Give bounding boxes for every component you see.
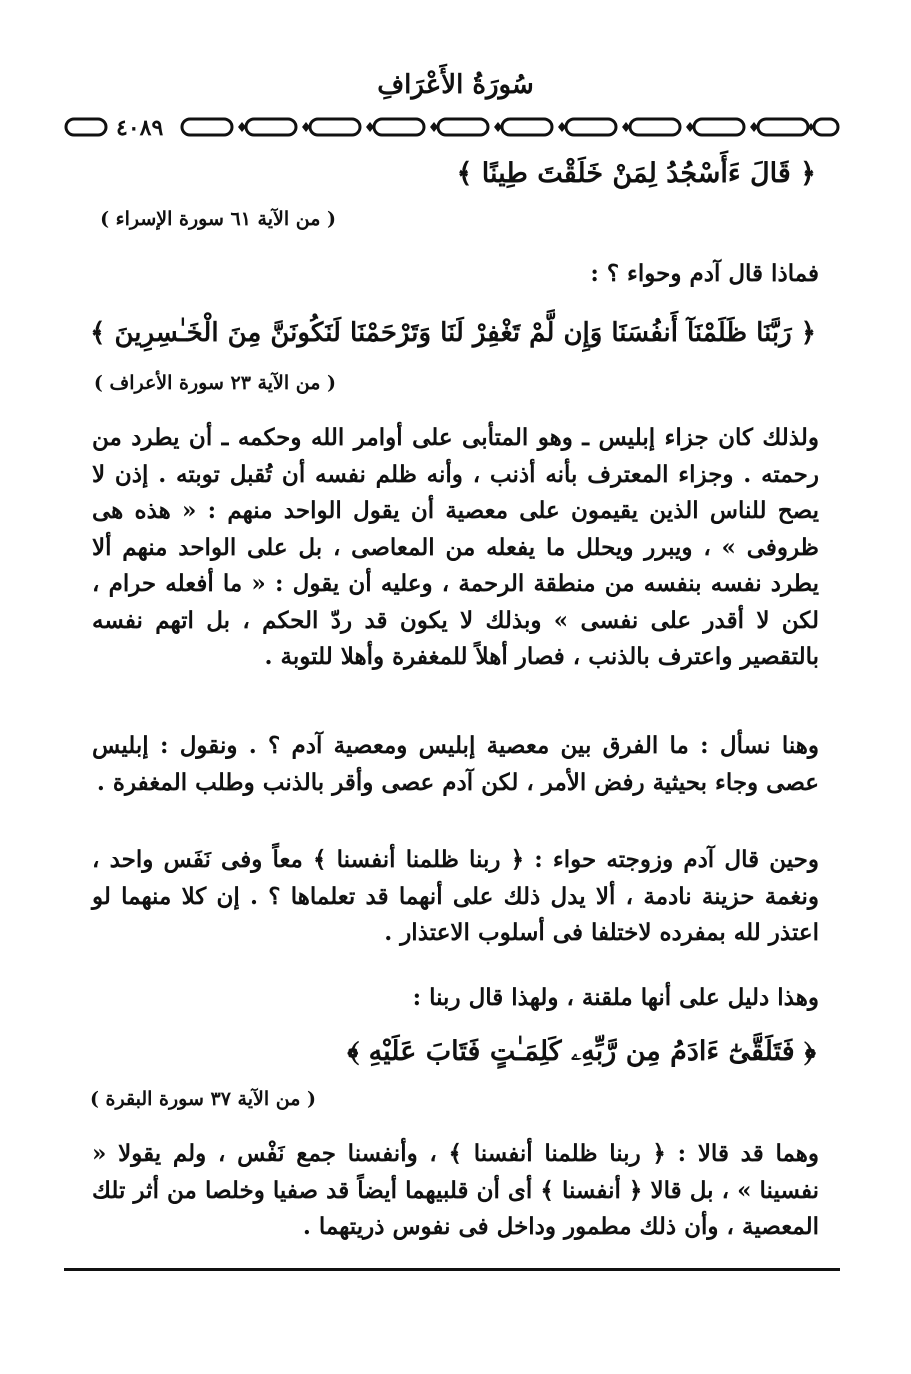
paragraph-4: وهذا دليل على أنها ملقنة ، ولهذا قال ربنا : bbox=[412, 984, 819, 1011]
verse-reference-1: ( من الآية ٦١ سورة الإسراء ) bbox=[100, 208, 336, 230]
paragraph-2: وهنا نسأل : ما الفرق بين معصية إبليس ومعصية آدم ؟ . ونقول : إبليس عصى وجاء بحيثية رفض الأمر ، لكن آدم عصى وأقر بالذنب وطلب المغفرة . bbox=[92, 732, 819, 796]
surah-title: سُورَةُ الأَعْرَافِ bbox=[377, 70, 534, 100]
bottom-rule bbox=[64, 1268, 840, 1271]
paragraph-1: ولذلك كان جزاء إبليس ـ وهو المتأبى على أوامر الله وحكمه ـ أن يطرد من رحمته . وجزاء المعترف بأنه أذنب ، وأنه ظلم نفسه أن تُقبل توبته . إذن لا يصح للناس الذين يقيمون على معصية أن يقول الواحد منهم : « هذه هى ظروفى » ، ويبرر ويحلل ما يفعله من المعاصى ، بل على الواحد منهم ألا يطرد نفسه بنفسه من منطقة الرحمة ، وعليه أن يقول : « ما أفعله حرام ، لكن لا أقدر على نفسى » وبذلك لا يكون قد ردّ الحكم ، بل اتهم نفسه بالتقصير واعترف بالذنب ، فصار أهلاً للمغفرة وأهلا للتوبة . bbox=[92, 424, 819, 670]
paragraph-5: وهما قد قالا : ﴿ ربنا ظلمنا أنفسنا ﴾ ، وأنفسنا جمع نَفْس ، ولم يقولا « نفسينا » ، بل قالا ﴿ أنفسنا ﴾ أى أن قلبيهما أيضاً قد صفيا وخلصا من أثر تلك المعصية ، وأن ذلك مطمور وداخل فى نفوس ذريتهما . bbox=[92, 1140, 819, 1240]
quran-verse-1: ﴿ قَالَ ءَأَسْجُدُ لِمَنْ خَلَقْتَ طِينًا ﴾ bbox=[456, 158, 816, 189]
quran-verse-2: ﴿ رَبَّنَا ظَلَمْنَآ أَنفُسَنَا وَإِن لَّمْ تَغْفِرْ لَنَا وَتَرْحَمْنَا لَنَكُونَنَّ مِنَ الْخَـٰسِرِينَ ﴾ bbox=[90, 318, 816, 348]
verse-reference-2: ( من الآية ٢٣ سورة الأعراف ) bbox=[93, 372, 336, 394]
ornamental-border-divider bbox=[62, 112, 842, 142]
question-line: فماذا قال آدم وحواء ؟ : bbox=[590, 260, 819, 287]
verse-reference-3: ( من الآية ٣٧ سورة البقرة ) bbox=[89, 1088, 316, 1110]
page-number: ٤٠٨٩ bbox=[110, 115, 169, 141]
paragraph-3: وحين قال آدم وزوجته حواء : ﴿ ربنا ظلمنا أنفسنا ﴾ معاً وفى نَفَس واحد ، ونغمة حزينة نادمة ، ألا يدل ذلك على أنهما قد تعلماها ؟ . إن كلا منهما لو اعتذر لله بمفرده لاختلفا فى أسلوب الاعتذار . bbox=[92, 846, 819, 946]
quran-verse-3: ﴿ فَتَلَقَّىٰٓ ءَادَمُ مِن رَّبِّهِۦ كَلِمَـٰتٍ فَتَابَ عَلَيْهِ ﴾ bbox=[347, 1036, 816, 1067]
